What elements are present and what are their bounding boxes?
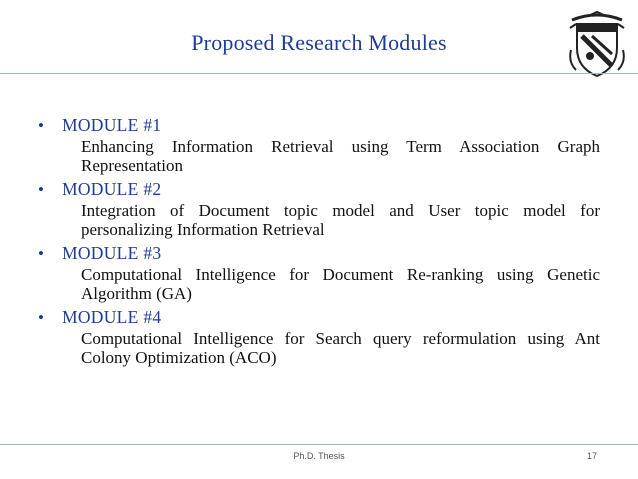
module-heading bbox=[38, 114, 600, 137]
module-description: Computational Intelligence for Search query reformulation using Ant Colony Optimization (ACO) bbox=[81, 329, 600, 367]
bullet-icon: • bbox=[38, 244, 45, 263]
bullet-icon: • bbox=[38, 116, 45, 135]
module-list bbox=[38, 114, 600, 370]
module-description: Computational Intelligence for Document Re-ranking using Genetic Algorithm (GA) bbox=[81, 265, 600, 303]
module-heading bbox=[38, 178, 600, 201]
module-heading-text: MODULE #4 bbox=[62, 307, 162, 327]
footer-label: Ph.D. Thesis bbox=[293, 451, 345, 461]
university-crest-icon bbox=[568, 10, 626, 78]
module-heading-text: MODULE #3 bbox=[62, 243, 162, 263]
bullet-icon: • bbox=[38, 308, 45, 327]
module-description: Enhancing Information Retrieval using Term Association Graph Representation bbox=[81, 137, 600, 175]
header-divider bbox=[0, 73, 638, 74]
page-number: 17 bbox=[587, 451, 598, 461]
footer-divider bbox=[0, 444, 638, 445]
bullet-icon: • bbox=[38, 180, 45, 199]
module-heading bbox=[38, 242, 600, 265]
slide-title: Proposed Research Modules bbox=[191, 30, 447, 55]
module-item bbox=[38, 306, 600, 367]
module-heading bbox=[38, 306, 600, 329]
module-item bbox=[38, 178, 600, 239]
module-heading-text: MODULE #1 bbox=[62, 115, 162, 135]
module-heading-text: MODULE #2 bbox=[62, 179, 162, 199]
module-description: Integration of Document topic model and User topic model for personalizing Information Retrieval bbox=[81, 201, 600, 239]
module-item bbox=[38, 242, 600, 303]
module-item bbox=[38, 114, 600, 175]
